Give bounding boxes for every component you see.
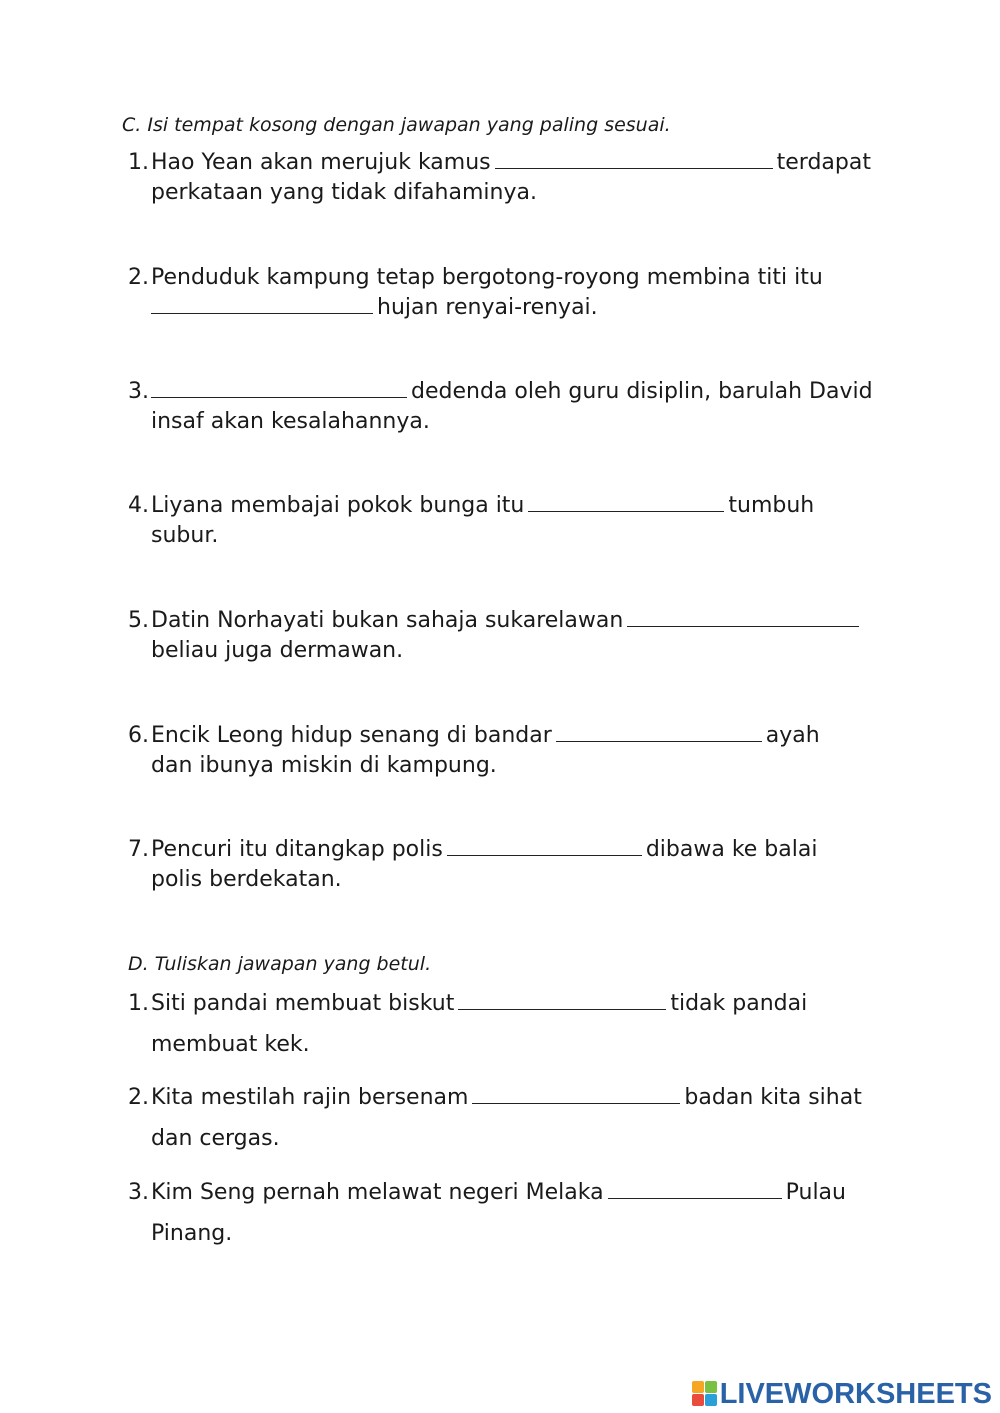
question-c1 <box>128 148 888 208</box>
question-number: 3. <box>128 1180 149 1205</box>
question-c4 <box>128 491 888 551</box>
question-text: Kim Seng pernah melawat negeri Melaka <box>151 1180 604 1205</box>
question-text-after: Pulau <box>785 1180 846 1205</box>
question-c3 <box>128 377 888 437</box>
question-continuation: subur. <box>151 523 219 548</box>
answer-blank[interactable] <box>528 493 724 512</box>
answer-blank[interactable] <box>458 991 666 1010</box>
watermark-text: LIVEWORKSHEETS <box>719 1377 992 1410</box>
answer-blank[interactable] <box>556 723 762 742</box>
section-c-heading: C. Isi tempat kosong dengan jawapan yang paling sesuai. <box>122 114 671 136</box>
question-text-after: ayah <box>765 723 820 748</box>
question-continuation: dan ibunya miskin di kampung. <box>151 753 497 778</box>
question-number: 7. <box>128 837 149 862</box>
question-text-after: tidak pandai <box>670 991 808 1016</box>
question-c6 <box>128 721 888 781</box>
question-continuation: polis berdekatan. <box>151 867 342 892</box>
question-d1 <box>128 983 888 1065</box>
question-text-after: dibawa ke balai <box>645 837 818 862</box>
question-text-after: tumbuh <box>728 493 815 518</box>
question-number: 3. <box>128 379 149 404</box>
question-number: 2. <box>128 1085 149 1110</box>
question-number: 1. <box>128 150 149 175</box>
question-text: Liyana membajai pokok bunga itu <box>151 493 525 518</box>
question-d3 <box>128 1172 888 1254</box>
question-number: 6. <box>128 723 149 748</box>
question-continuation: beliau juga dermawan. <box>151 638 404 663</box>
answer-blank[interactable] <box>495 150 773 169</box>
question-continuation: perkataan yang tidak difahaminya. <box>151 180 537 205</box>
question-text: Siti pandai membuat biskut <box>151 991 455 1016</box>
question-text-after: dedenda oleh guru disiplin, barulah David <box>411 379 873 404</box>
question-continuation: membuat kek. <box>151 1032 310 1057</box>
answer-blank[interactable] <box>608 1180 782 1199</box>
answer-blank[interactable] <box>151 295 373 314</box>
question-continuation: insaf akan kesalahannya. <box>151 409 430 434</box>
answer-blank[interactable] <box>627 608 859 627</box>
liveworksheets-watermark <box>692 1377 992 1410</box>
question-text: Penduduk kampung tetap bergotong-royong membina titi itu <box>151 265 823 290</box>
question-c7 <box>128 835 888 895</box>
liveworksheets-logo-icon <box>692 1381 718 1407</box>
question-text: Pencuri itu ditangkap polis <box>151 837 443 862</box>
question-c5 <box>128 606 888 666</box>
question-number: 1. <box>128 991 149 1016</box>
question-text-after: badan kita sihat <box>684 1085 862 1110</box>
question-number: 2. <box>128 265 149 290</box>
question-number: 4. <box>128 493 149 518</box>
question-continuation: Pinang. <box>151 1221 233 1246</box>
question-text: Encik Leong hidup senang di bandar <box>151 723 552 748</box>
question-continuation: dan cergas. <box>151 1126 280 1151</box>
question-text: Kita mestilah rajin bersenam <box>151 1085 469 1110</box>
question-d2 <box>128 1077 888 1159</box>
answer-blank[interactable] <box>151 379 407 398</box>
question-number: 5. <box>128 608 149 633</box>
section-d-heading: D. Tuliskan jawapan yang betul. <box>128 953 432 975</box>
question-text: Hao Yean akan merujuk kamus <box>151 150 491 175</box>
answer-blank[interactable] <box>447 837 642 856</box>
question-continuation: hujan renyai-renyai. <box>377 295 598 320</box>
question-c2 <box>128 263 888 323</box>
answer-blank[interactable] <box>472 1085 680 1104</box>
question-text: Datin Norhayati bukan sahaja sukarelawan <box>151 608 624 633</box>
question-text-after: terdapat <box>776 150 871 175</box>
